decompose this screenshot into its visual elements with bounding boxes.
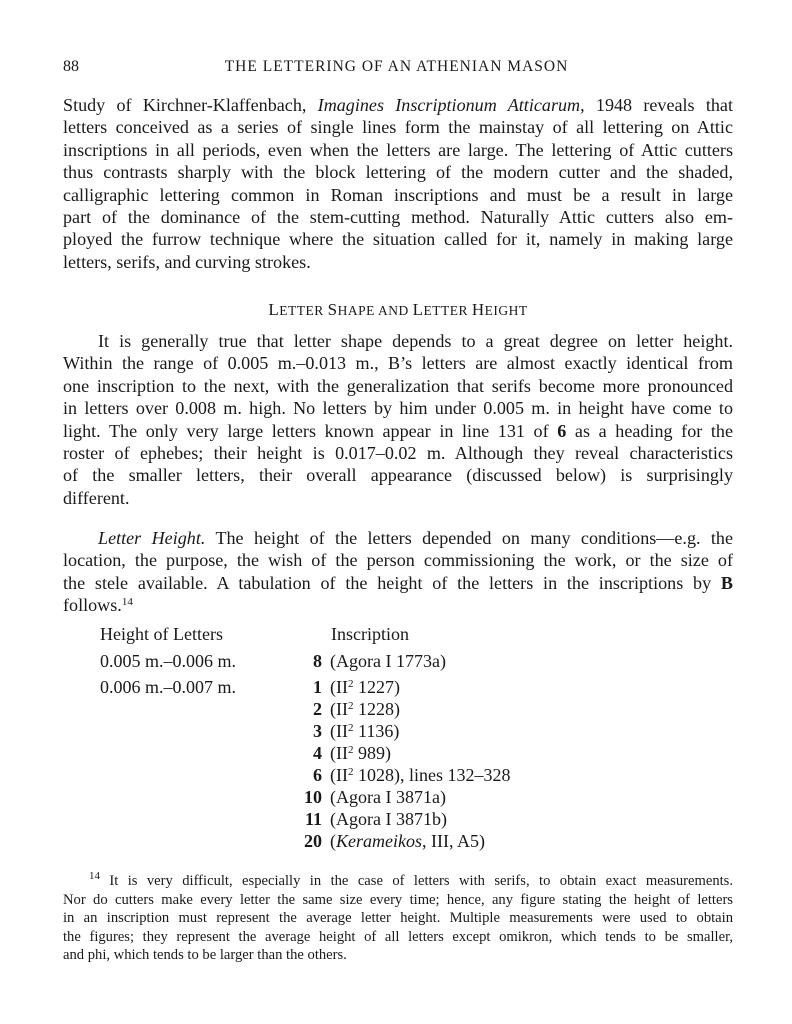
paragraph-line: the stele available. A tabulation of the height of the letters in the inscriptions by B <box>63 572 733 593</box>
paragraph-line: Study of Kirchner-Klaffenbach, Imagines Inscriptionum Atticarum, 1948 reveals that <box>63 95 733 115</box>
footnote-line: and phi, which tends to be larger than the others. <box>63 947 347 963</box>
paragraph-line: letters, serifs, and curving strokes. <box>63 251 311 272</box>
page-number: 88 <box>63 58 79 75</box>
page-header <box>63 58 730 80</box>
paragraph-line: one inscription to the next, with the generalization that serifs become more pronounced <box>63 375 733 396</box>
paragraph-line: location, the purpose, the wish of the person commissioning the work, or the size of <box>63 550 733 571</box>
paragraph-line: It is generally true that letter shape depends to a great degree on letter height. <box>98 331 733 351</box>
column-header-height: Height of Letters <box>100 624 223 644</box>
height-range: 0.006 m.–0.007 m. <box>100 677 237 697</box>
footnote-line: Nor do cutters make every letter the same size every time; hence, any figure stating the height of letters <box>63 891 733 908</box>
footnote-line: $^{14}$ It is very difficult, especially in the case of letters with serifs, to obtain exact measurements. <box>89 870 733 889</box>
paragraph-line: light. The only very large letters known appear in line 131 of 6 as a heading for the <box>63 420 734 441</box>
footnote-line: the figures; they represent the average height of all letters except omikron, which tends to be smaller, <box>63 928 733 945</box>
letter-height-paragraph <box>63 527 733 617</box>
height-range: 0.005 m.–0.006 m. <box>100 651 237 671</box>
paragraph-line: different. <box>63 487 130 508</box>
paragraph-line: Within the range of 0.005 m.–0.013 m., B’s letters are almost exactly identical from <box>63 353 733 374</box>
paragraph-line: follows.$^{14}$ <box>63 595 133 616</box>
paragraph-line: in letters over 0.008 m. high. No letters by him under 0.005 m. in height have come to <box>63 398 733 419</box>
paragraph-line: part of the dominance of the stem-cutting method. Naturally Attic cutters also em- <box>63 206 733 227</box>
footnote-ref: 14 <box>121 596 133 609</box>
footnote-marker: 14 <box>89 870 100 882</box>
paragraph-line: Letter Height. The height of the letters depended on many conditions—e.g. the <box>98 528 734 548</box>
paragraph-line: calligraphic lettering common in Roman inscriptions and must be a result in large <box>63 184 733 205</box>
letter-shape-paragraph <box>63 330 733 509</box>
paragraph-line: thus contrasts sharply with the block lettering of the modern cutter and the shaded, <box>63 162 733 183</box>
paragraph-line: of the smaller letters, their overall appearance (discussed below) is surprisingly <box>63 465 733 486</box>
running-title: THE LETTERING OF AN ATHENIAN MASON <box>224 58 569 75</box>
paragraph-line: ployed the furrow technique where the situation called for it, namely in making large <box>63 229 733 250</box>
paragraph-line: letters conceived as a series of single lines form the mainstay of all lettering on Attic <box>63 117 733 138</box>
section-heading: LETTER SHAPE AND LETTER HEIGHT <box>268 300 528 319</box>
footnote-line: in an inscription must represent the average letter height. Multiple measurements were used to obtain <box>63 910 733 926</box>
column-header-inscription: Inscription <box>331 624 409 644</box>
intro-paragraph <box>63 94 733 273</box>
paragraph-line: roster of ephebes; their height is 0.017–0.02 m. Although they reveal characteristics <box>63 442 733 463</box>
paragraph-line: inscriptions in all periods, even when the letters are large. The lettering of Attic cutters <box>63 139 733 160</box>
footnote <box>63 872 733 965</box>
